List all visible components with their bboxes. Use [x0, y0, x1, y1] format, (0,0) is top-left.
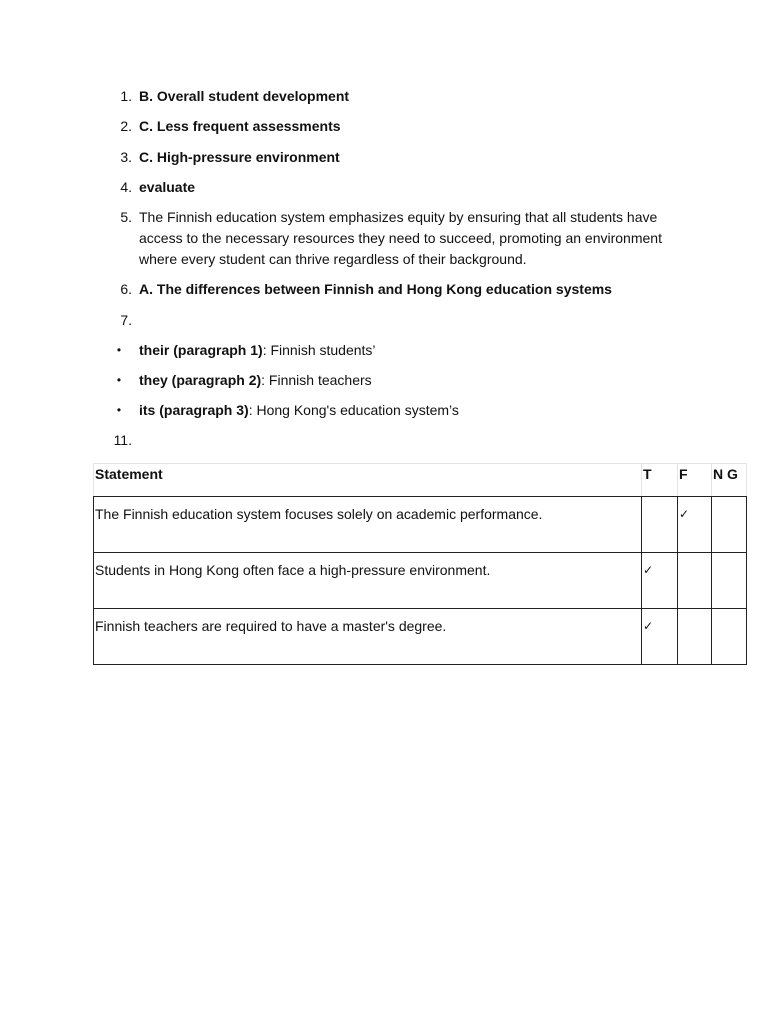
true-cell: ✓ [642, 609, 678, 665]
answer-text: C. High-pressure environment [139, 149, 340, 165]
column-header-true: T [642, 464, 678, 497]
answer-number: 11. [113, 432, 132, 448]
answer-text: evaluate [139, 179, 196, 195]
true-false-table [93, 463, 747, 665]
table-header-row [94, 464, 747, 497]
reference-meaning: : Hong Kong's education system’s [248, 402, 459, 418]
statement-cell: The Finnish education system focuses solely on academic performance. [94, 497, 642, 553]
statement-cell: Students in Hong Kong often face a high-pressure environment. [94, 553, 642, 609]
table-row [94, 609, 747, 665]
answer-number: 4. [120, 179, 132, 195]
answer-number: 1. [120, 88, 132, 104]
answer-number: 5. [120, 209, 132, 225]
not-given-cell [712, 497, 747, 553]
table-row [94, 497, 747, 553]
bullet-icon: • [116, 373, 122, 387]
answer-text: The Finnish education system emphasizes equity by ensuring that all students have access to the necessary resources they need to succeed, promoting an environment where every student can thrive regardless of their background. [139, 209, 662, 267]
true-cell: ✓ [642, 553, 678, 609]
reference-meaning: : Finnish students’ [262, 342, 376, 358]
table-row [94, 553, 747, 609]
reference-term: its (paragraph 3) [139, 402, 249, 418]
reference-term: their (paragraph 1) [139, 342, 263, 358]
answer-text: C. Less frequent assessments [139, 118, 341, 134]
statement-cell: Finnish teachers are required to have a master's degree. [94, 609, 642, 665]
not-given-cell [712, 553, 747, 609]
answer-number: 3. [120, 149, 132, 165]
answer-text: A. The differences between Finnish and Hong Kong education systems [139, 281, 612, 297]
false-cell [678, 609, 712, 665]
false-cell: ✓ [678, 497, 712, 553]
true-cell [642, 497, 678, 553]
bullet-icon: • [116, 343, 122, 357]
answer-number: 2. [120, 118, 132, 134]
not-given-cell [712, 609, 747, 665]
reference-meaning: : Finnish teachers [261, 372, 372, 388]
bullet-icon: • [116, 403, 122, 417]
reference-term: they (paragraph 2) [139, 372, 262, 388]
column-header-false: F [678, 464, 712, 497]
column-header-statement: Statement [94, 464, 642, 497]
answer-text: B. Overall student development [139, 88, 350, 104]
false-cell [678, 553, 712, 609]
column-header-not-given: N G [712, 464, 747, 497]
answer-number: 7. [120, 312, 132, 328]
answer-number: 6. [120, 281, 132, 297]
